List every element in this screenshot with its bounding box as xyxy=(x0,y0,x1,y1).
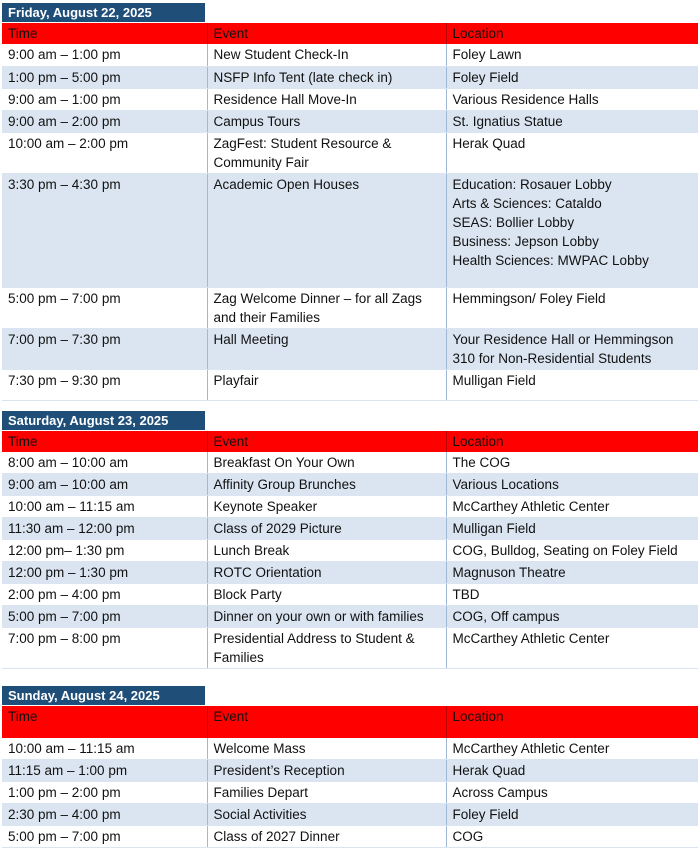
time-cell: 10:00 am – 11:15 am xyxy=(2,738,207,760)
location-line: COG, Bulldog, Seating on Foley Field xyxy=(452,543,678,558)
location-line: SEAS: Bollier Lobby xyxy=(452,214,575,230)
location-line: St. Ignatius Statue xyxy=(452,113,563,129)
column-header: Event xyxy=(207,706,446,738)
column-header: Event xyxy=(207,431,446,452)
table-row xyxy=(2,562,698,584)
event-cell: Zag Welcome Dinner – for all Zags and their Families xyxy=(207,287,446,328)
event-cell: Playfair xyxy=(207,369,446,400)
time-cell: 5:00 pm – 7:00 pm xyxy=(2,606,207,628)
table-row xyxy=(2,474,698,496)
schedule-table xyxy=(2,23,698,401)
location-line: Across Campus xyxy=(452,785,548,800)
event-cell: ZagFest: Student Resource & Community Fair xyxy=(207,132,446,173)
event-cell: Welcome Mass xyxy=(207,738,446,760)
location-cell xyxy=(446,628,698,669)
time-cell: 9:00 am – 10:00 am xyxy=(2,474,207,496)
event-cell: NSFP Info Tent (late check in) xyxy=(207,66,446,88)
time-cell: 5:00 pm – 7:00 pm xyxy=(2,287,207,328)
location-cell xyxy=(446,826,698,848)
time-cell: 11:30 am – 12:00 pm xyxy=(2,518,207,540)
table-row xyxy=(2,782,698,804)
location-cell xyxy=(446,452,698,474)
location-line: Business: Jepson Lobby xyxy=(452,233,599,249)
time-cell: 2:30 pm – 4:00 pm xyxy=(2,804,207,826)
location-line: Various Locations xyxy=(452,477,559,492)
location-cell xyxy=(446,44,698,66)
location-cell xyxy=(446,369,698,400)
table-row xyxy=(2,328,698,369)
location-line: Herak Quad xyxy=(452,135,526,151)
location-line: Mulligan Field xyxy=(452,521,536,536)
table-header-row xyxy=(2,23,698,44)
location-cell xyxy=(446,328,698,369)
column-header: Time xyxy=(2,431,207,452)
day-header: Saturday, August 23, 2025 xyxy=(2,411,205,430)
location-line: COG, Off campus xyxy=(452,609,560,624)
location-line: Herak Quad xyxy=(452,763,526,778)
location-cell xyxy=(446,804,698,826)
time-cell: 1:00 pm – 5:00 pm xyxy=(2,66,207,88)
location-line: TBD xyxy=(452,587,480,602)
table-row xyxy=(2,804,698,826)
event-cell: Residence Hall Move-In xyxy=(207,88,446,110)
table-row xyxy=(2,66,698,88)
location-cell xyxy=(446,782,698,804)
table-row xyxy=(2,760,698,782)
event-cell: Affinity Group Brunches xyxy=(207,474,446,496)
table-row xyxy=(2,584,698,606)
column-header: Time xyxy=(2,706,207,738)
table-row xyxy=(2,826,698,848)
location-line: Foley Lawn xyxy=(452,47,522,62)
event-cell: Class of 2029 Picture xyxy=(207,518,446,540)
location-cell xyxy=(446,173,698,287)
table-row xyxy=(2,369,698,400)
location-line: McCarthey Athletic Center xyxy=(452,631,610,646)
location-cell xyxy=(446,518,698,540)
table-row xyxy=(2,88,698,110)
time-cell: 12:00 pm – 1:30 pm xyxy=(2,562,207,584)
location-cell xyxy=(446,287,698,328)
table-row xyxy=(2,628,698,669)
event-cell: ROTC Orientation xyxy=(207,562,446,584)
location-line: Education: Rosauer Lobby xyxy=(452,176,612,192)
table-row xyxy=(2,173,698,287)
table-row xyxy=(2,132,698,173)
table-row xyxy=(2,518,698,540)
column-header: Location xyxy=(446,431,698,452)
location-cell xyxy=(446,132,698,173)
location-line: Magnuson Theatre xyxy=(452,565,566,580)
time-cell: 10:00 am – 2:00 pm xyxy=(2,132,207,173)
location-cell xyxy=(446,562,698,584)
table-row xyxy=(2,540,698,562)
location-cell xyxy=(446,760,698,782)
time-cell: 5:00 pm – 7:00 pm xyxy=(2,826,207,848)
location-line: Health Sciences: MWPAC Lobby xyxy=(452,252,649,268)
column-header: Event xyxy=(207,23,446,44)
table-row xyxy=(2,287,698,328)
time-cell: 7:30 pm – 9:30 pm xyxy=(2,369,207,400)
location-cell xyxy=(446,738,698,760)
location-cell xyxy=(446,110,698,132)
event-cell: President’s Reception xyxy=(207,760,446,782)
event-cell: Academic Open Houses xyxy=(207,173,446,287)
location-cell xyxy=(446,88,698,110)
table-header-row xyxy=(2,431,698,452)
location-cell xyxy=(446,584,698,606)
event-cell: Keynote Speaker xyxy=(207,496,446,518)
event-cell: Campus Tours xyxy=(207,110,446,132)
location-line: The COG xyxy=(452,455,511,470)
column-header: Time xyxy=(2,23,207,44)
time-cell: 8:00 am – 10:00 am xyxy=(2,452,207,474)
time-cell: 2:00 pm – 4:00 pm xyxy=(2,584,207,606)
location-line: Your Residence Hall or Hemmingson 310 for Non-Residential Students xyxy=(452,331,674,366)
day-header: Sunday, August 24, 2025 xyxy=(2,686,205,705)
location-line: COG xyxy=(452,829,484,844)
time-cell: 7:00 pm – 7:30 pm xyxy=(2,328,207,369)
event-cell: Social Activities xyxy=(207,804,446,826)
column-header: Location xyxy=(446,706,698,738)
location-cell xyxy=(446,606,698,628)
event-cell: Block Party xyxy=(207,584,446,606)
table-row xyxy=(2,738,698,760)
day-header: Friday, August 22, 2025 xyxy=(2,3,205,22)
time-cell: 7:00 pm – 8:00 pm xyxy=(2,628,207,669)
time-cell: 1:00 pm – 2:00 pm xyxy=(2,782,207,804)
event-cell: Hall Meeting xyxy=(207,328,446,369)
time-cell: 11:15 am – 1:00 pm xyxy=(2,760,207,782)
location-cell xyxy=(446,496,698,518)
table-row xyxy=(2,606,698,628)
table-row xyxy=(2,496,698,518)
event-cell: Lunch Break xyxy=(207,540,446,562)
event-cell: New Student Check-In xyxy=(207,44,446,66)
location-cell xyxy=(446,540,698,562)
table-row xyxy=(2,110,698,132)
time-cell: 9:00 am – 2:00 pm xyxy=(2,110,207,132)
location-line: McCarthey Athletic Center xyxy=(452,741,610,756)
table-header-row xyxy=(2,706,698,738)
location-line: Arts & Sciences: Cataldo xyxy=(452,195,602,211)
event-cell: Families Depart xyxy=(207,782,446,804)
time-cell: 9:00 am – 1:00 pm xyxy=(2,44,207,66)
location-line: Hemmingson/ Foley Field xyxy=(452,290,606,306)
table-row xyxy=(2,44,698,66)
location-line: Mulligan Field xyxy=(452,372,536,388)
schedule-table xyxy=(2,706,698,848)
location-line: McCarthey Athletic Center xyxy=(452,499,610,514)
event-cell: Presidential Address to Student & Families xyxy=(207,628,446,669)
location-line: Foley Field xyxy=(452,807,519,822)
event-cell: Dinner on your own or with families xyxy=(207,606,446,628)
location-line: Various Residence Halls xyxy=(452,91,599,107)
location-cell xyxy=(446,474,698,496)
schedule-table xyxy=(2,431,698,669)
time-cell: 9:00 am – 1:00 pm xyxy=(2,88,207,110)
time-cell: 10:00 am – 11:15 am xyxy=(2,496,207,518)
event-cell: Breakfast On Your Own xyxy=(207,452,446,474)
time-cell: 12:00 pm– 1:30 pm xyxy=(2,540,207,562)
table-row xyxy=(2,452,698,474)
location-cell xyxy=(446,66,698,88)
time-cell: 3:30 pm – 4:30 pm xyxy=(2,173,207,287)
location-line: Foley Field xyxy=(452,69,519,85)
event-cell: Class of 2027 Dinner xyxy=(207,826,446,848)
column-header: Location xyxy=(446,23,698,44)
